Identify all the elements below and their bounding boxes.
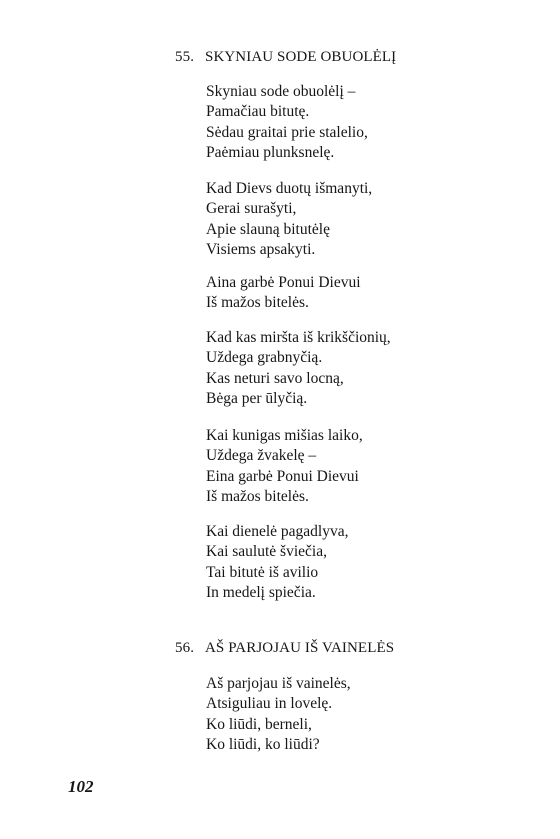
stanza xyxy=(206,674,351,756)
verse-line: Gerai surašyti, xyxy=(206,200,297,218)
verse-line: Aš parjojau iš vainelės, xyxy=(206,675,351,692)
verse-line: In medelį spiečia. xyxy=(206,584,316,602)
verse-line: Kai dienelė pagadlyva, xyxy=(206,523,349,540)
verse-line: Uždega grabnyčią. xyxy=(206,349,323,367)
song-number: 55. xyxy=(175,49,195,65)
page-number: 102 xyxy=(68,777,94,796)
verse-line: Bėga per ūlyčią. xyxy=(206,390,308,408)
song-heading xyxy=(175,640,394,657)
stanza xyxy=(206,273,361,314)
verse-line: Sėdau graitai prie stalelio, xyxy=(206,123,368,141)
verse-line: Iš mažos bitelės. xyxy=(206,488,309,506)
verse-line: Pamačiau bitutę. xyxy=(206,103,310,121)
verse-line: Uždega žvakelę – xyxy=(206,447,317,465)
stanza xyxy=(206,426,363,508)
song-title: AŠ PARJOJAU IŠ VAINELĖS xyxy=(205,640,395,656)
stanza xyxy=(206,522,348,604)
song-number: 56. xyxy=(175,640,195,656)
verse-line: Apie slauną bitutėlę xyxy=(206,220,330,238)
verse-line: Kad Dievs duotų išmanyti, xyxy=(206,180,373,197)
verse-line: Kai saulutė šviečia, xyxy=(206,543,327,561)
verse-line: Paėmiau plunksnelę. xyxy=(206,144,335,162)
verse-line: Iš mažos bitelės. xyxy=(206,294,309,312)
verse-line: Visiems apsakyti. xyxy=(206,241,316,259)
stanza xyxy=(206,328,391,410)
song-heading xyxy=(175,49,396,66)
verse-line: Skyniau sode obuolėlį – xyxy=(206,83,356,100)
stanza xyxy=(206,82,368,164)
verse-line: Atsiguliau in lovelę. xyxy=(206,695,333,713)
verse-line: Kas neturi savo locną, xyxy=(206,369,344,387)
verse-line: Aina garbė Ponui Dievui xyxy=(206,274,361,291)
verse-line: Ko liūdi, ko liūdi? xyxy=(206,736,320,754)
stanza xyxy=(206,179,372,261)
verse-line: Tai bitutė iš avilio xyxy=(206,563,319,581)
verse-line: Eina garbė Ponui Dievui xyxy=(206,467,359,485)
song-title: SKYNIAU SODE OBUOLĖLĮ xyxy=(205,49,397,65)
verse-line: Ko liūdi, berneli, xyxy=(206,715,312,733)
verse-line: Kad kas miršta iš krikščionių, xyxy=(206,329,391,346)
verse-line: Kai kunigas mišias laiko, xyxy=(206,427,363,444)
